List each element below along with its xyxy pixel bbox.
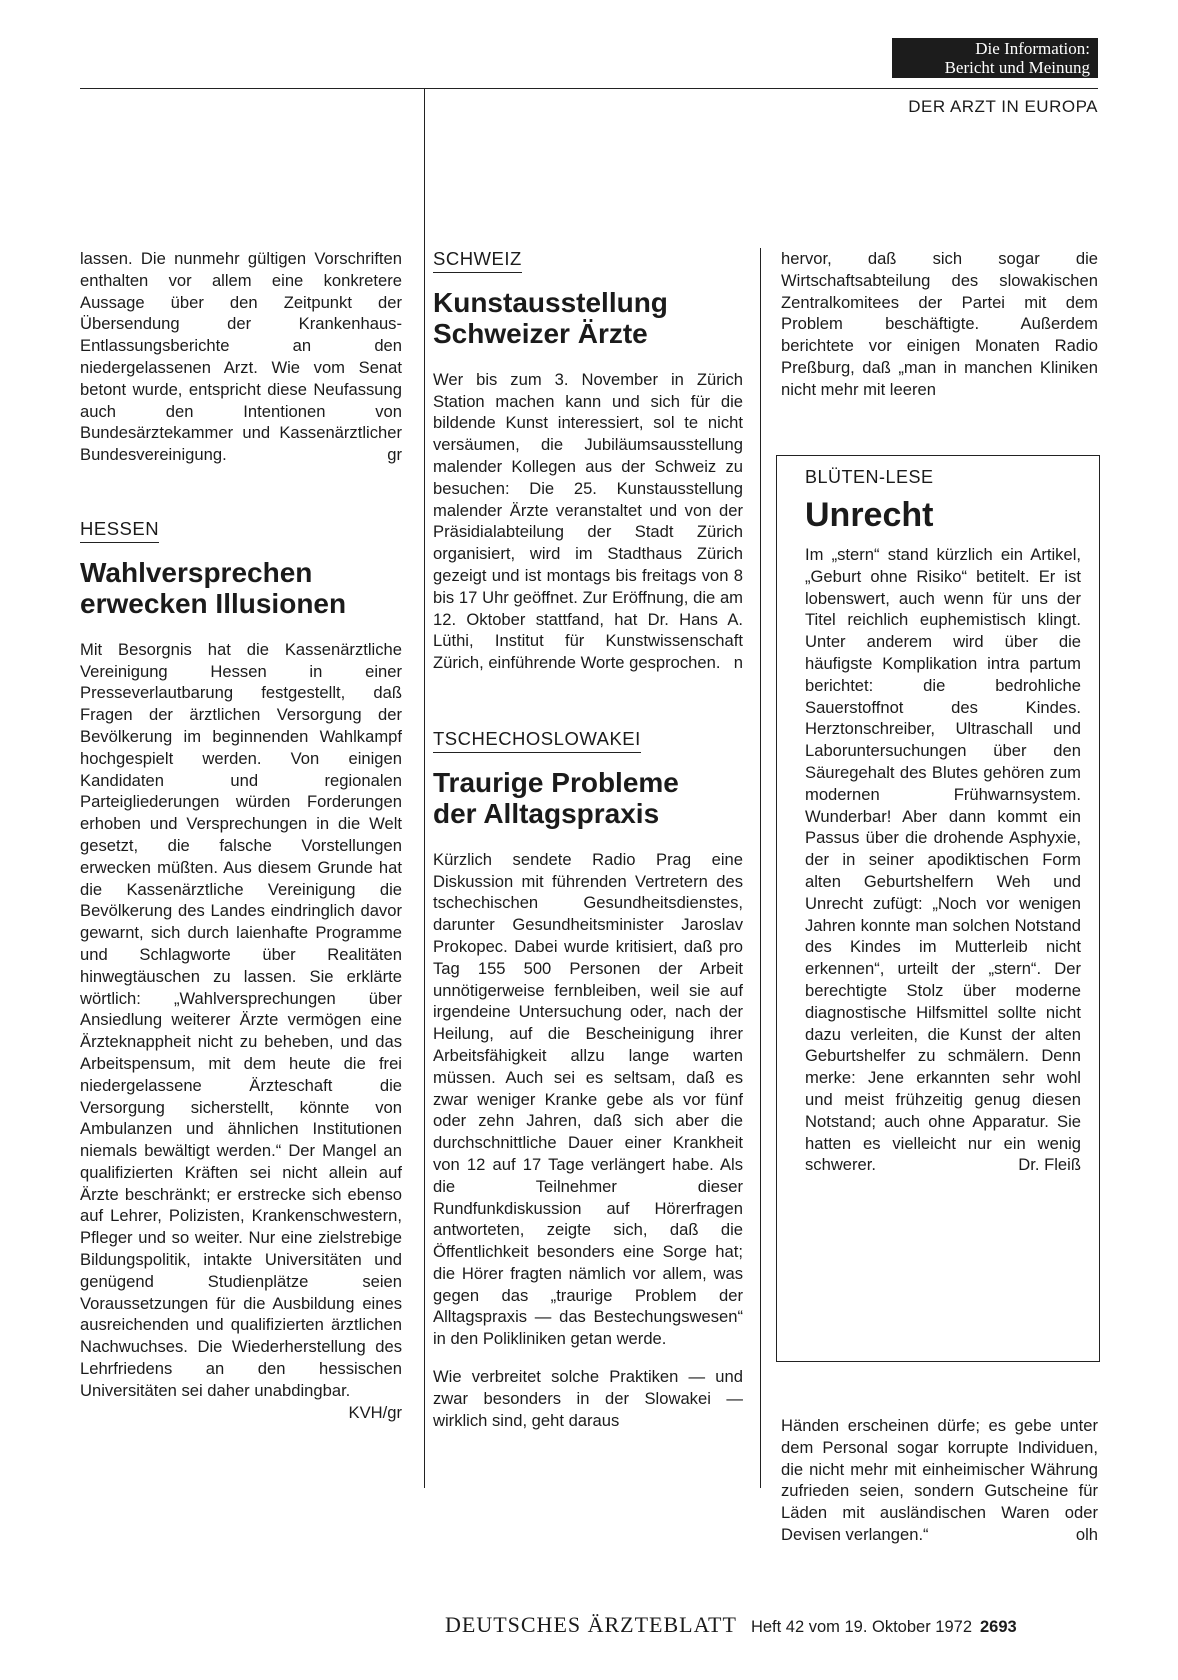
article-tschecho-ending [781,1415,1098,1546]
journal-name: DEUTSCHES ÄRZTEBLATT [445,1612,737,1637]
headline-schweiz [433,287,743,349]
schweiz-signature: n [733,653,743,673]
column-2 [433,248,743,1431]
bluetenlese-text: Im „stern“ stand kürzlich ein Artikel, „Geburt ohne Risiko“ betitelt. Er ist lobenswert, auch wenn für uns der Titel reichlich euphemistisch klingt. Unter anderem wird über die häufigste Komplikation intra partum berichtet: die bedrohliche Sauerstoffnot des Kindes. Herztonschreiber, Ultraschall und Laboruntersuchungen über den Säuregehalt des Blutes gehören zum modernen Frühwarnsystem. Wunderbar! Aber dann kommt ein Passus über die drohende Asphyxie, der in seiner apodiktischen Form alten Geburtshelfern Weh und Unrecht zufügt: „Noch vor wenigen Jahren konnte man solchen Notstand des Kindes im Mutterleib nicht erkennen“, urteilt der „stern“. Der berechtigte Stolz über moderne diagnostische Hilfsmittel sollte nicht dazu verleiten, die Kunst der alten Geburtshelfer zu schmälern. Denn merke: Jene erkannten sehr wohl und meist frühzeitig genug diesen Notstand; auch ohne Apparatur. Sie hatten es vielleicht nur ein wenig schwerer. [805,545,1081,1175]
article-intro-continuation [80,248,402,466]
column-3-bottom [781,1415,1098,1546]
bluetenlese-text-wrap [805,544,1081,1176]
hessen-text: Mit Besorgnis hat die Kassenärztliche Vereinigung Hessen in einer Presseverlautbarung festgestellt, daß Fragen der ärztlichen Versorgung der Bevölkerung im beginnenden Wahlkampf hochgespielt werden. Von einigen Kandidaten und regionalen Parteigliederungen würden Forderungen erhoben und Versprechungen in die Welt gesetzt, die falsche Vorstellungen erwecken müßten. Aus diesem Grunde hat die Kassenärztliche Vereinigung die Bevölkerung des Landes eindringlich davor gewarnt, sich durch laienhafte Programme und Schlagworte über Realitäten hinwegtäuschen zu lassen. Sie erklärte wörtlich: „Wahlversprechungen über Ansiedlung weiterer Ärzte vermögen eine Ärzteknappheit nicht zu beheben, und das Arbeitspensum, mit dem heute die frei niedergelassene Ärzteschaft die Versorgung sicherstellt, könnte von Ambulanzen und ähnlichen Institutionen niemals bewältigt werden.“ Der Mangel an qualifizierten Kräften sei nicht allein auf Ärzte beschränkt; er erstrecke sich ebenso auf Lehrer, Polizisten, Krankenschwestern, Pfleger und so weiter. Nur eine zielstrebige Bildungspolitik, intakte Universitäten und genügend Studienplätze seien Voraussetzungen für die Ausbildung eines ausreichenden und qualifizierten ärztlichen Nachwuchses. Die Wiederherstellung des Lehrfriedens an den hessischen Universitäten sei daher unabdingbar. [80,639,402,1400]
intro-signature: gr [387,445,402,465]
article-hessen-body [80,639,402,1422]
section-label-tschechoslowakei: TSCHECHOSLOWAKEI [433,728,641,753]
column-3-top [781,248,1098,401]
headline-tschechoslowakei [433,767,743,829]
headline-tschecho-line2: der Alltagspraxis [433,797,660,829]
section-label-bluetenlese: BLÜTEN-LESE [805,467,934,487]
column-1 [80,248,402,1423]
hessen-signature: KVH/gr [348,1402,402,1422]
article-tschecho-body-2: Wie verbreitet solche Praktiken — und zwar besonders in der Slowakei — wirklich sind, geht daraus [433,1367,743,1430]
page-number: 2693 [980,1618,1017,1636]
column-rule-1 [424,88,425,1488]
headline-schweiz-line1: Kunstausstellung [433,286,668,318]
headline-hessen-line1: Wahlversprechen [80,556,313,588]
article-tschecho-continuation: hervor, daß sich sogar die Wirtschaftsabteilung des slowakischen Zentralkomitees der Partei mit dem Problem beschäftigte. Außerdem berichtete vor einigen Monaten Radio Preßburg, daß „man in manchen Kliniken nicht mehr mit leeren [781,249,1098,399]
intro-text: lassen. Die nunmehr gültigen Vorschriften enthalten vor allem eine konkretere Aussage über den Zeitpunkt der Übersendung der Krankenhaus-Entlassungsberichte an den niedergelassenen Arzt. Wie vom Senat betont wurde, entspricht diese Neufassung auch den Intentionen von Bundesärztekammer und Kassenärztlicher Bundesvereinigung. [80,249,402,465]
issue-info: Heft 42 vom 19. Oktober 1972 [750,1618,972,1636]
bluetenlese-box [776,455,1100,1362]
section-label-schweiz: SCHWEIZ [433,248,522,273]
tschecho-ending-text: Händen erscheinen dürfe; es gebe unter dem Personal sogar korrupte Individuen, die nicht mehr mit einheimischer Währung zufrieden seien, sondern Gutscheine für Läden mit ausländischen Waren oder Devisen verlangen.“ [781,1416,1098,1544]
headline-hessen [80,557,402,619]
headline-schweiz-line2: Schweizer Ärzte [433,317,648,349]
section-label-hessen: HESSEN [80,518,159,543]
bluetenlese-signature: Dr. Fleiß [1018,1155,1081,1175]
header-rubric-line1: Die Information: [975,39,1090,58]
article-tschecho-body-1: Kürzlich sendete Radio Prag eine Diskussion mit führenden Vertretern des tschechischen Gesundheitsdienstes, darunter Gesundheitsminister Jaroslav Prokopec. Dabei wurde kritisiert, daß pro Tag 155 500 Personen der Arbeit unnötigerweise fernbleiben, weil sie auf irgendeine Untersuchung oder, nach der Heilung, auf die Bescheinigung ihrer Arbeitsfähigkeit allzu lange warten müssen. Auch sei es seltsam, daß es zwar weniger Kranke gebe als vor fünf oder zehn Jahren, daß sich aber die durchschnittliche Dauer einer Krankheit von 12 auf 17 Tage verlängert habe. Als die Teilnehmer dieser Rundfunkdiskussion auf Hörerfragen antworteten, zeigte sich, daß die Öffentlichkeit besonders eine Sorge hat; die Hörer fragten nämlich vor allem, was gegen das „traurige Problem der Alltagspraxis — das Bestechungswesen“ in den Polikliniken getan werde. [433,849,743,1349]
header-rule [80,88,1098,89]
headline-tschecho-line1: Traurige Probleme [433,766,679,798]
headline-unrecht: Unrecht [805,496,934,534]
bluetenlese-body [805,544,1081,1176]
tschecho-signature: olh [1075,1524,1098,1544]
section-title: DER ARZT IN EUROPA [908,97,1098,116]
page-footer [445,1612,1098,1638]
header-rubric-box [892,38,1098,78]
column-rule-2 [760,248,761,1488]
header-rubric-line2: Bericht und Meinung [944,58,1090,77]
headline-hessen-line2: erwecken Illusionen [80,587,347,619]
article-schweiz-body [433,369,743,674]
schweiz-text: Wer bis zum 3. November in Zürich Station machen kann und sich für die bildende Kunst interessiert, sol te nicht versäumen, die Jubiläumsausstellung malender Kollegen aus der Schweiz zu besuchen: Die 25. Kunstausstellung malender Ärzte veranstaltet und von der Präsidialabteilung der Stadt Zürich organisiert, wird im Stadthaus Zürich gezeigt und ist montags bis freitags von 8 bis 17 Uhr geöffnet. Zur Eröffnung, die am 12. Oktober stattfand, hat Dr. Hans A. Lüthi, Institut für Kunstwissenschaft Zürich, einführende Worte gesprochen. [433,369,743,673]
